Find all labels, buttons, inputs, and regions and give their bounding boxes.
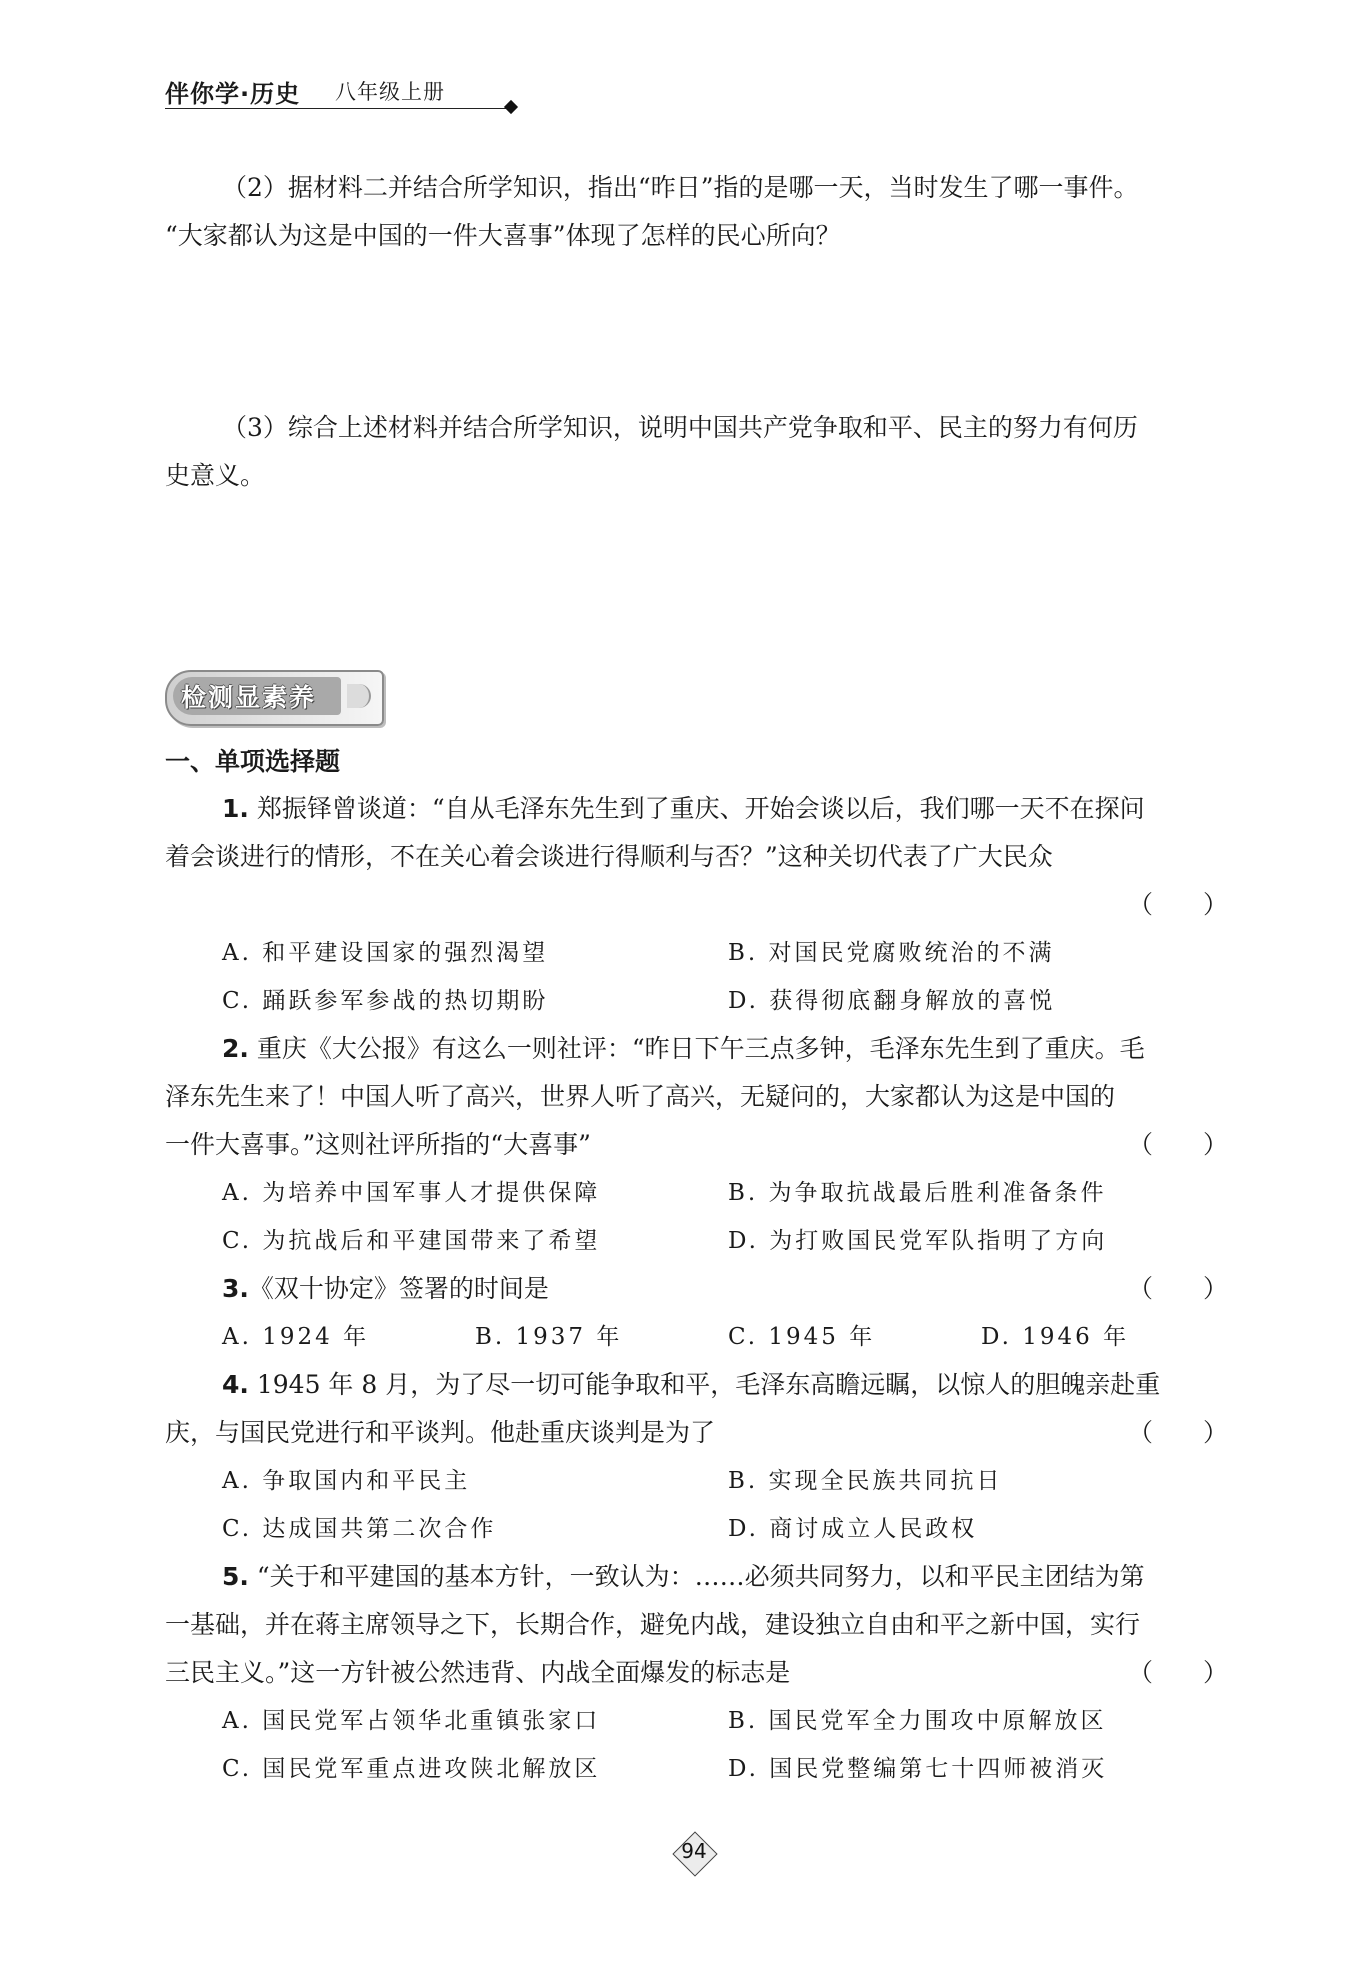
- question-number: 3.: [222, 1274, 249, 1303]
- question-5-line-2: 一基础，并在蒋主席领导之下，长期合作，避免内战，建设独立自由和平之新中国，实行: [165, 1610, 1141, 1639]
- book-brand: 伴你学·历史: [165, 80, 301, 108]
- subquestion-3-line-1: （3）综合上述材料并结合所学知识，说明中国共产党争取和平、民主的努力有何历: [222, 413, 1138, 442]
- answer-blank: （ ）: [1128, 1658, 1229, 1687]
- question-2-line-2: 泽东先生来了！中国人听了高兴，世界人听了高兴，无疑问的，大家都认为这是中国的: [165, 1082, 1116, 1111]
- option-b: B. 对国民党腐败统治的不满: [728, 940, 1055, 966]
- subquestion-3-line-2: 史意义。: [165, 461, 266, 490]
- option-b: B. 实现全民族共同抗日: [728, 1468, 1003, 1494]
- question-number: 4.: [222, 1370, 249, 1399]
- question-5-line-3: 三民主义。”这一方针被公然违背、内战全面爆发的标志是: [165, 1658, 791, 1687]
- section-tag: [165, 670, 384, 726]
- question-2-line-1: 2. 重庆《大公报》有这么一则社评：“昨日下午三点多钟，毛泽东先生到了重庆。毛: [222, 1034, 1145, 1063]
- question-3-line-1: 3.《双十协定》签署的时间是: [222, 1274, 549, 1303]
- option-a: A. 1924 年: [222, 1324, 370, 1350]
- question-2-line-3: 一件大喜事。”这则社评所指的“大喜事”: [165, 1130, 591, 1159]
- book-grade: 八年级上册: [335, 80, 445, 104]
- option-a: A. 国民党军占领华北重镇张家口: [222, 1708, 601, 1734]
- option-b: B. 为争取抗战最后胜利准备条件: [728, 1180, 1107, 1206]
- option-c: C. 为抗战后和平建国带来了希望: [222, 1228, 601, 1254]
- option-b: B. 国民党军全力围攻中原解放区: [728, 1708, 1107, 1734]
- page-number-badge: [673, 1832, 715, 1874]
- question-number: 1.: [222, 794, 249, 823]
- question-number: 5.: [222, 1562, 249, 1591]
- option-c: C. 踊跃参军参战的热切期盼: [222, 988, 549, 1014]
- option-a: A. 为培养中国军事人才提供保障: [222, 1180, 601, 1206]
- option-b: B. 1937 年: [475, 1324, 623, 1350]
- subquestion-2-line-2: “大家都认为这是中国的一件大喜事”体现了怎样的民心所向？: [165, 221, 841, 250]
- diamond-icon: [504, 100, 518, 114]
- question-1-line-2: 着会谈进行的情形，不在关心着会谈进行得顺利与否？”这种关切代表了广大民众: [165, 842, 1053, 871]
- question-4-line-2: 庆，与国民党进行和平谈判。他赴重庆谈判是为了: [165, 1418, 716, 1447]
- option-a: A. 和平建设国家的强烈渴望: [222, 940, 549, 966]
- option-c: C. 1945 年: [728, 1324, 876, 1350]
- option-d: D. 1946 年: [981, 1324, 1130, 1350]
- answer-blank: （ ）: [1128, 1274, 1229, 1303]
- option-a: A. 争取国内和平民主: [222, 1468, 471, 1494]
- answer-blank: （ ）: [1128, 1130, 1229, 1159]
- option-d: D. 国民党整编第七十四师被消灭: [728, 1756, 1108, 1782]
- question-4-line-1: 4. 1945 年 8 月，为了尽一切可能争取和平，毛泽东高瞻远瞩，以惊人的胆魄亲赴重: [222, 1370, 1161, 1399]
- option-c: C. 达成国共第二次合作: [222, 1516, 497, 1542]
- page-number: 94: [681, 1839, 707, 1863]
- answer-blank: （ ）: [1128, 890, 1229, 919]
- option-c: C. 国民党军重点进攻陕北解放区: [222, 1756, 601, 1782]
- question-1-line-1: 1. 郑振铎曾谈道：“自从毛泽东先生到了重庆、开始会谈以后，我们哪一天不在探问: [222, 794, 1145, 823]
- section-title: 一、单项选择题: [165, 747, 341, 776]
- question-number: 2.: [222, 1034, 249, 1063]
- subquestion-2-line-1: （2）据材料二并结合所学知识，指出“昨日”指的是哪一天，当时发生了哪一事件。: [222, 173, 1139, 202]
- page-header: [165, 74, 525, 114]
- section-tag-label: 检测显素养: [181, 683, 317, 712]
- option-d: D. 获得彻底翻身解放的喜悦: [728, 988, 1056, 1014]
- header-rule: [165, 108, 510, 109]
- answer-blank: （ ）: [1128, 1418, 1229, 1447]
- option-d: D. 为打败国民党军队指明了方向: [728, 1228, 1108, 1254]
- option-d: D. 商讨成立人民政权: [728, 1516, 978, 1542]
- question-5-line-1: 5. “关于和平建国的基本方针，一致认为：……必须共同努力，以和平民主团结为第: [222, 1562, 1145, 1591]
